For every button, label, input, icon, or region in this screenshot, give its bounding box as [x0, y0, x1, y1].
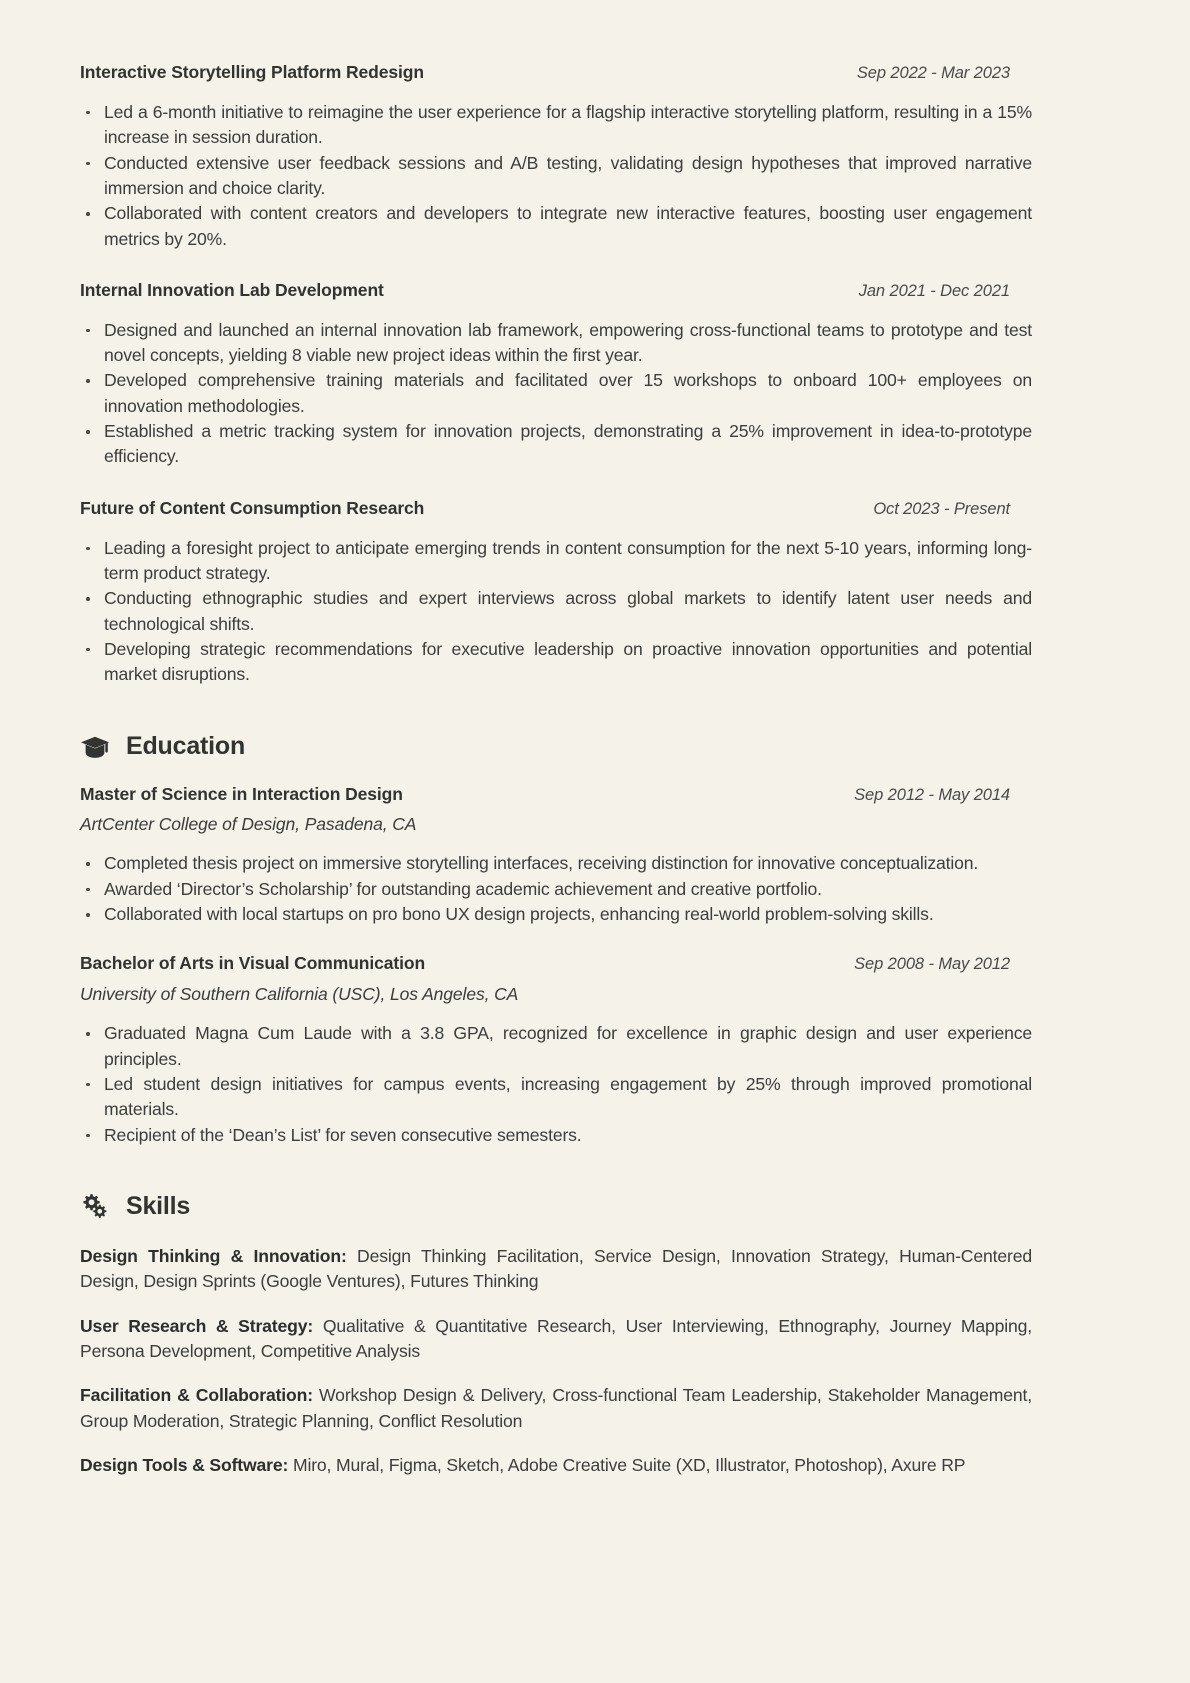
skill-category-row	[80, 1314, 1032, 1365]
project-title: Interactive Storytelling Platform Redesign	[80, 62, 424, 82]
bullet-item: Developed comprehensive training materials and facilitated over 15 workshops to onboard 100+ employees on innovation methodologies.	[80, 368, 1032, 419]
project-entry	[80, 280, 1032, 470]
bullet-item: Conducted extensive user feedback sessions and A/B testing, validating design hypotheses that improved narrative immersion and choice clarity.	[80, 151, 1032, 202]
project-entry	[80, 498, 1032, 688]
project-date-range: Jan 2021 - Dec 2021	[858, 281, 1010, 300]
education-bullet-list	[80, 1021, 1032, 1148]
skill-category-label: Design Thinking & Innovation:	[80, 1245, 347, 1266]
education-bullet-list	[80, 851, 1032, 927]
bullet-item: Led a 6-month initiative to reimagine the user experience for a flagship interactive storytelling platform, resulting in a 15% increase in session duration.	[80, 100, 1032, 151]
skill-category-items: Qualitative & Quantitative Research, User Interviewing, Ethnography, Journey Mapping, Persona Development, Competitive Analysis	[80, 1315, 1032, 1361]
project-header	[80, 498, 1032, 520]
bullet-item: Completed thesis project on immersive storytelling interfaces, receiving distinction for innovative conceptualization.	[80, 851, 1032, 876]
gears-icon	[80, 1192, 110, 1222]
project-header	[80, 62, 1032, 84]
education-header	[80, 953, 1032, 975]
project-date-range: Oct 2023 - Present	[873, 499, 1010, 518]
education-entry	[80, 784, 1032, 928]
skill-category-row	[80, 1453, 1032, 1478]
project-title: Internal Innovation Lab Development	[80, 279, 384, 300]
bullet-item: Leading a foresight project to anticipate emerging trends in content consumption for the next 5-10 years, informing long-term product strategy.	[80, 536, 1032, 587]
bullet-item: Collaborated with content creators and developers to integrate new interactive features, boosting user engagement metrics by 20%.	[80, 201, 1032, 252]
skill-category-items: Miro, Mural, Figma, Sketch, Adobe Creative Suite (XD, Illustrator, Photoshop), Axure RP	[292, 1454, 966, 1475]
bullet-item: Designed and launched an internal innovation lab framework, empowering cross-functional teams to prototype and test novel concepts, yielding 8 viable new project ideas within the first year.	[80, 318, 1032, 369]
skill-category-label: Design Tools & Software:	[80, 1454, 289, 1475]
project-bullet-list	[80, 536, 1032, 688]
skill-category-row	[80, 1383, 1032, 1434]
education-date-range: Sep 2012 - May 2014	[854, 785, 1010, 804]
institution-name: University of Southern California (USC), Los Angeles, CA	[80, 984, 519, 1005]
education-entry	[80, 953, 1032, 1148]
degree-title: Master of Science in Interaction Design	[80, 783, 403, 804]
education-section-heading	[80, 732, 1032, 762]
bullet-item: Conducting ethnographic studies and expert interviews across global markets to identify latent user needs and technological shifts.	[80, 586, 1032, 637]
bullet-item: Graduated Magna Cum Laude with a 3.8 GPA, recognized for excellence in graphic design and user experience principles.	[80, 1021, 1032, 1072]
skill-category-label: User Research & Strategy:	[80, 1315, 314, 1336]
graduation-cap-icon	[80, 732, 110, 762]
skill-category-items: Workshop Design & Delivery, Cross-functional Team Leadership, Stakeholder Management, Group Moderation, Strategic Planning, Conflict Resolution	[80, 1385, 1032, 1431]
education-date-range: Sep 2008 - May 2012	[854, 955, 1010, 974]
bullet-item: Recipient of the ‘Dean’s List’ for seven consecutive semesters.	[80, 1123, 1032, 1148]
bullet-item: Developing strategic recommendations for executive leadership on proactive innovation opportunities and potential market disruptions.	[80, 637, 1032, 688]
section-title: Education	[126, 732, 246, 761]
bullet-item: Awarded ‘Director’s Scholarship’ for outstanding academic achievement and creative portfolio.	[80, 877, 1032, 902]
project-date-range: Sep 2022 - Mar 2023	[856, 64, 1010, 82]
education-header	[80, 784, 1032, 806]
project-bullet-list	[80, 100, 1032, 252]
bullet-item: Led student design initiatives for campus events, increasing engagement by 25% through improved promotional materials.	[80, 1072, 1032, 1123]
section-title: Skills	[126, 1192, 191, 1221]
skills-section-heading	[80, 1192, 1032, 1222]
bullet-item: Collaborated with local startups on pro bono UX design projects, enhancing real-world problem-solving skills.	[80, 902, 1032, 927]
project-bullet-list	[80, 318, 1032, 470]
degree-title: Bachelor of Arts in Visual Communication	[80, 953, 426, 974]
project-title: Future of Content Consumption Research	[80, 497, 425, 518]
skill-category-row	[80, 1244, 1032, 1295]
project-entry	[80, 62, 1032, 252]
project-header	[80, 280, 1032, 302]
bullet-item: Established a metric tracking system for innovation projects, demonstrating a 25% improvement in idea-to-prototype efficiency.	[80, 419, 1032, 470]
skill-category-label: Facilitation & Collaboration:	[80, 1385, 313, 1406]
skill-category-items: Design Thinking Facilitation, Service Design, Innovation Strategy, Human-Centered Design, Design Sprints (Google Ventures), Futures Thinking	[80, 1245, 1032, 1292]
institution-name: ArtCenter College of Design, Pasadena, CA	[80, 814, 417, 835]
